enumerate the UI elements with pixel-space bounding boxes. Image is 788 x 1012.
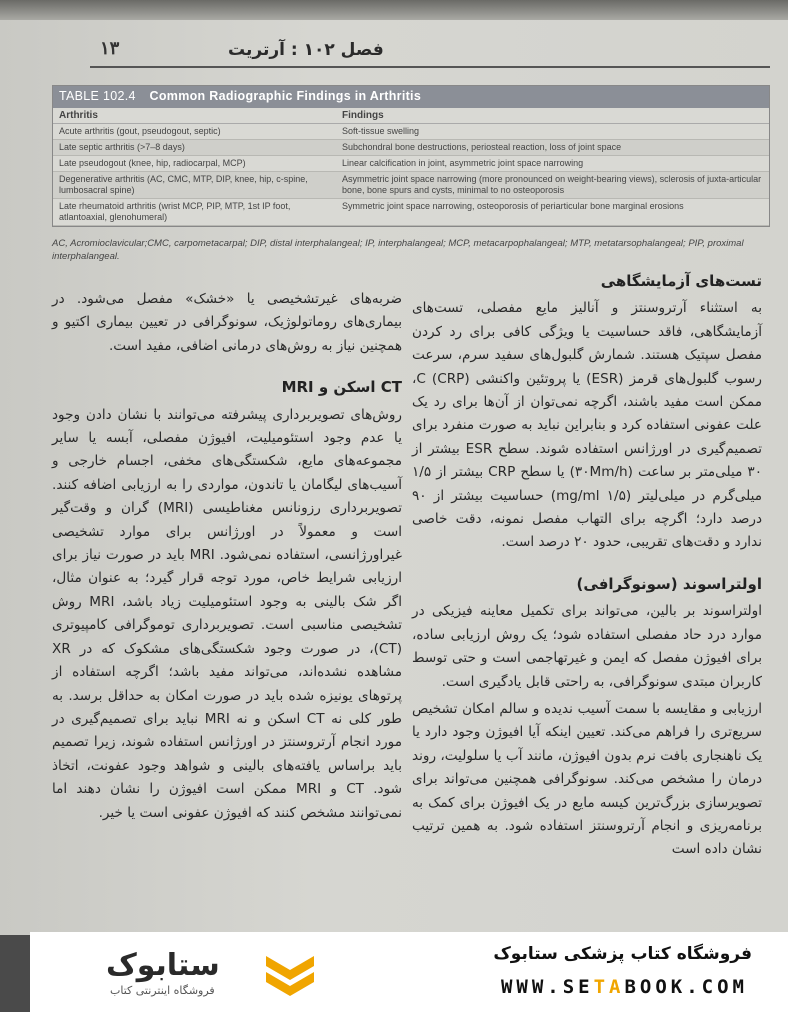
cell-findings: Linear calcification in joint, asymmetric joint space narrowing: [342, 158, 584, 168]
lab-tests-paragraph: به استثناء آرتروسنتز و آنالیز مایع مفصلی، تست‌های آزمایشگاهی، فاقد حساسیت یا ویژگی کافی برای رد کردن مفصل سپتیک هستند. شمارش گلبول‌های سفید سرم، سرعت رسوب گلبول‌های قرمز (ESR) یا پروتئین واکنشی C (CRP)، ممکن است مفید باشند، اگرچه نمی‌توان از آن‌ها برای رد یک علت عفونی استفاده کرد و بنابراین نباید به صورت منفرد برای تصمیم‌گیری در اورژانس استفاده شوند. سطح ESR بیشتر از ۳۰ میلی‌متر بر ساعت (۳۰Mm/h) یا سطح CRP بیشتر از ۱/۵ میلی‌گرم در میلی‌لیتر (۱/۵ mg/ml) حساسیت بیشتر از ۹۰ درصد دارد؛ اگرچه برای التهاب مفصل نمونه، دقت خاصی ندارد و دقت‌های تقریبی، حدود ۲۰ درصد است.: [412, 300, 762, 551]
cell-findings: Soft-tissue swelling: [342, 126, 420, 136]
findings-table: [52, 85, 770, 227]
setabook-logo[interactable]: [66, 946, 296, 1002]
table-row: [53, 124, 769, 140]
logo-chevron-icon: [266, 952, 314, 998]
table-row: [53, 172, 769, 199]
table-row: [53, 156, 769, 172]
ct-mri-heading: CT اسکن و MRI: [281, 378, 402, 397]
ultrasound-paragraph-1: اولتراسوند بر بالین، می‌تواند برای تکمیل معاینه فیزیکی در موارد درد حاد مفصلی استفاده شود؛ یک روش ارزیابی ساده، برای افیوژن مفصل که ایمن و غیرتهاجمی است و حتی توسط کاربران مبتدی سونوگرافی، به راحتی قابل یادگیری است.: [412, 603, 762, 690]
cell-arthritis: Late pseudogout (knee, hip, radiocarpal, MCP): [59, 158, 246, 168]
page-header: [0, 28, 788, 72]
table-row: [53, 199, 769, 226]
table-footnote: AC, Acromioclavicular;CMC, carpometacarpal; DIP, distal interphalangeal; IP, interphalangeal; MCP, metacarpophalangeal; MTP, metatarsophalangeal; PIP, proximal interphalangeal.: [52, 238, 744, 262]
table-label: TABLE 102.4: [59, 89, 136, 103]
url-suffix: BOOK.COM: [624, 976, 748, 998]
cell-findings: Symmetric joint space narrowing, osteoporosis of periarticular bone marginal erosions: [342, 201, 684, 211]
ultrasound-heading: اولتراسوند (سونوگرافی): [576, 574, 762, 593]
shop-url-link[interactable]: [501, 976, 748, 998]
page-top-edge: [0, 0, 788, 20]
table-header-row: [53, 108, 769, 124]
ct-mri-paragraph: روش‌های تصویربرداری پیشرفته می‌توانند با نشان دادن وجود یا عدم وجود استئومیلیت، افیوژن مفصلی، آبسه یا سایر مجموعه‌های مایع، شکستگی‌های مخفی، اجسام خارجی و آسیب‌های لیگامان یا تاندون، مواردی را به ارزیابی اضافه کنند. تصویربرداری رزونانس مغناطیسی (MRI) گران و وقت‌گیر است و معمولاً در اورژانس برای موارد تشخیصی غیراورژانسی، استفاده نمی‌شود. MRI باید در صورت نیاز برای ارزیابی شرایط خاص، مورد توجه قرار گیرد؛ به عنوان مثال، اگر شک بالینی به وجود استئومیلیت زیاد باشد، MRI روش تشخیصی مناسبی است. تصویربرداری توموگرافی کامپیوتری (CT)، در صورت وجود شکستگی‌های مشکوک که در XR مشاهده نشده‌اند، می‌تواند مفید باشد؛ اگرچه استفاده از پرتوهای یونیزه شده باید در صورت امکان به حداقل برسد. به طور کلی نه CT اسکن و نه MRI نباید برای تصمیم‌گیری در مورد انجام آرتروسنتز در اورژانس استفاده شوند، زیرا تصمیم باید براساس یافته‌های بالینی و شواهد وجود عفونت، اتخاذ شود. CT و MRI ممکن است افیوژن را نشان دهند اما نمی‌توانند مشخص کنند که افیوژن عفونی است یا خیر.: [52, 406, 403, 821]
url-highlight: TA: [593, 976, 625, 998]
ultrasound-paragraph-2: ارزیابی و مقایسه با سمت آسیب ندیده و سالم امکان تشخیص سریع‌تری را فراهم می‌کند. تعیین اینکه آیا افیوژن وجود دارد یا یک ناهنجاری بافت نرم بدون افیوژن، مانند آب یا سلولیت، روند درمان را مشخص می‌کند. سونوگرافی همچنین می‌تواند برای تصویرسازی بزرگ‌ترین کیسه مایع در یک افیوژن برای کمک به برنامه‌ریزی و انجام آرتروسنتز استفاده شود. به همین ترتیب نشان داده است: [412, 700, 762, 858]
table-row: [53, 140, 769, 156]
logo-wordmark: ستابوک: [106, 948, 220, 983]
chapter-title: فصل ۱۰۲ : آرتریت: [228, 40, 384, 60]
shop-title: فروشگاه کتاب پزشکی ستابوک: [493, 944, 752, 964]
lab-tests-heading: تست‌های آزمایشگاهی: [600, 272, 762, 290]
left-text-column: [52, 288, 402, 829]
table-title-bar: [53, 86, 769, 108]
cell-arthritis: Late rheumatoid arthritis (wrist MCP, PIP, MTP, 1st IP foot, atlantoaxial, glenohumeral): [59, 201, 291, 222]
column-header-findings: Findings: [342, 110, 384, 121]
cell-arthritis: Acute arthritis (gout, pseudogout, septic): [59, 126, 221, 136]
cell-findings: Subchondral bone destructions, periosteal reaction, loss of joint space: [342, 142, 622, 152]
page-number: ۱۳: [100, 38, 120, 59]
table-title: Common Radiographic Findings in Arthritis: [149, 89, 422, 103]
logo-subtitle: فروشگاه اینترنتی کتاب: [110, 984, 215, 997]
store-banner: [30, 932, 788, 1012]
url-prefix: WWW.SE: [500, 976, 594, 998]
header-rule: [90, 66, 770, 68]
cell-arthritis: Late septic arthritis (>7–8 days): [59, 142, 185, 152]
cell-findings: Asymmetric joint space narrowing (more pronounced on weight-bearing views), sclerosis of juxta-articular bone, bone spurs and cysts, minimal to no osteoporosis: [342, 174, 762, 195]
table-body: [53, 124, 769, 226]
right-text-column: [412, 270, 762, 866]
cell-arthritis: Degenerative arthritis (AC, CMC, MTP, DIP, knee, hip, c-spine, lumbosacral spine): [59, 174, 308, 195]
column-header-arthritis: Arthritis: [59, 110, 98, 121]
ultrasound-continuation-paragraph: ضربه‌های غیرتشخیصی یا «خشک» مفصل می‌شود. در بیماری‌های روماتولوژیک، سونوگرافی در تعیین بیماری اکتیو و همچنین نیاز به روش‌های درمانی اضافی، مفید است.: [52, 291, 402, 354]
